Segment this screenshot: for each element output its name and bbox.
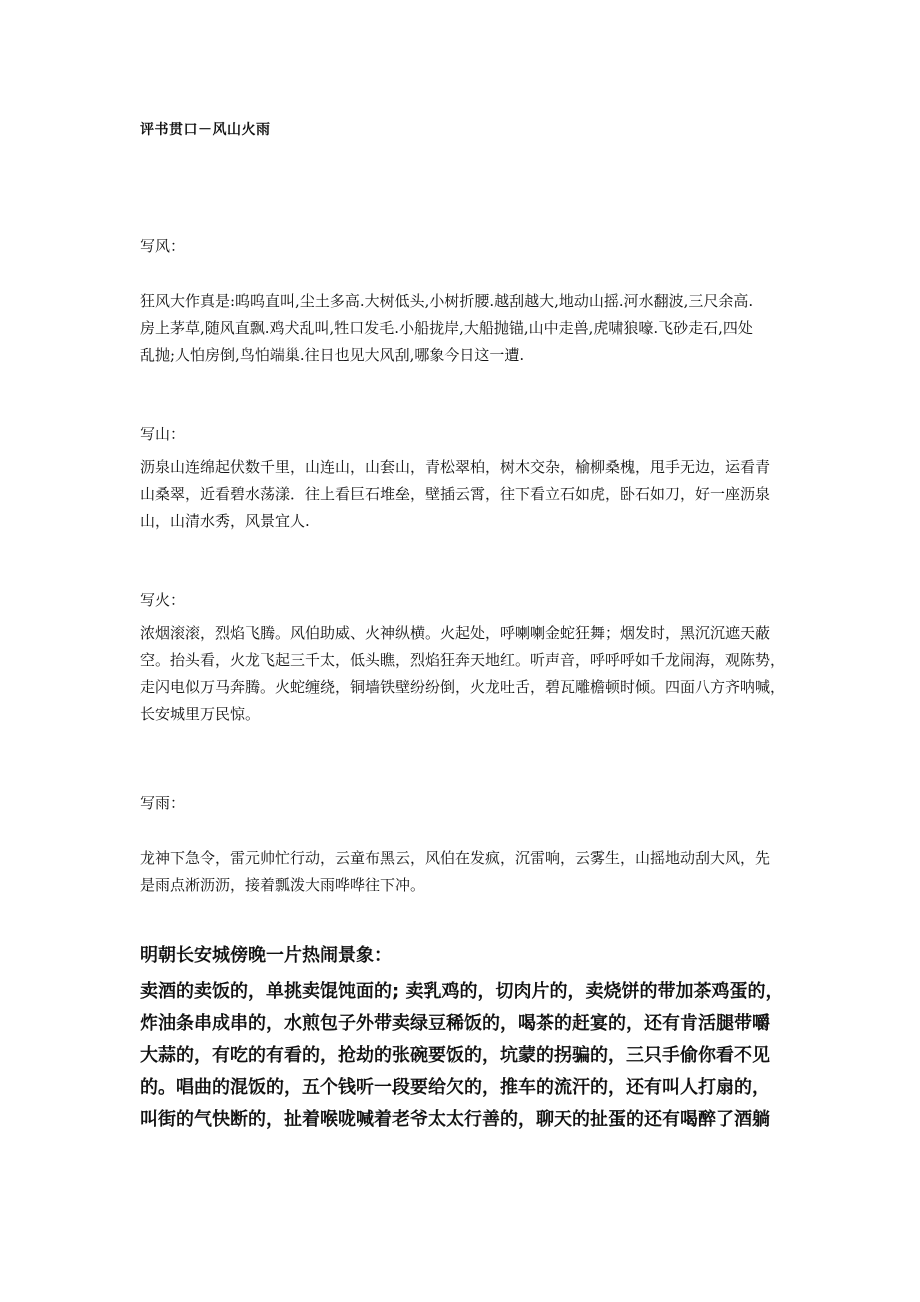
paragraph-line: 山桑翠，近看碧水荡漾．往上看巨石堆垒，壁插云霄，往下看立石如虎，卧石如刀，好一座沥泉 bbox=[140, 485, 771, 503]
paragraph-line: 长安城里万民惊。 bbox=[140, 705, 261, 723]
paragraph-line: 卖酒的卖饭的，单挑卖馄饨面的; 卖乳鸡的，切肉片的，卖烧饼的带加茶鸡蛋的， bbox=[140, 981, 784, 1002]
section-heading-wind: 写风： bbox=[140, 237, 186, 255]
section-heading-rain: 写雨： bbox=[140, 794, 186, 812]
paragraph-line: 叫街的气快断的，扯着喉咙喊着老爷太太行善的，聊天的扯蛋的还有喝醉了酒躺 bbox=[140, 1109, 770, 1130]
scene-heading: 明朝长安城傍晚一片热闹景象： bbox=[140, 945, 392, 966]
paragraph-line: 房上茅草,随风直飘.鸡犬乱叫,牲口发毛.小船拢岸,大船抛锚,山中走兽,虎啸狼嚎.飞砂走石,四处 bbox=[140, 319, 753, 337]
paragraph-line: 的。唱曲的混饭的，五个钱听一段要给欠的，推车的流汗的，还有叫人打扇的， bbox=[140, 1077, 770, 1098]
paragraph-line: 浓烟滚滚，烈焰飞腾。风伯助威、火神纵横。火起处，呼喇喇金蛇狂舞；烟发时，黑沉沉遮天蔽 bbox=[140, 624, 771, 642]
paragraph-line: 大蒜的，有吃的有看的，抢劫的张碗要饭的，坑蒙的拐骗的，三只手偷你看不见 bbox=[140, 1045, 770, 1066]
paragraph-line: 乱抛;人怕房倒,鸟怕端巢.往日也见大风刮,哪象今日这一遭. bbox=[140, 346, 525, 364]
section-heading-mountain: 写山： bbox=[140, 425, 186, 443]
section-heading-fire: 写火： bbox=[140, 591, 186, 609]
paragraph-line: 是雨点淅沥沥，接着瓢泼大雨哗哗往下冲。 bbox=[140, 876, 426, 894]
section-paragraph-mountain bbox=[140, 454, 800, 535]
paragraph-line: 走闪电似万马奔腾。火蛇缠绕，铜墙铁壁纷纷倒，火龙吐舌，碧瓦雕檐顿时倾。四面八方齐呐喊， bbox=[140, 678, 786, 696]
section-paragraph-wind bbox=[140, 288, 800, 369]
document-title: 评书贯口－风山火雨 bbox=[140, 122, 271, 138]
paragraph-line: 龙神下急令，雷元帅忙行动，云童布黑云，风伯在发疯，沉雷响，云雾生，山摇地动刮大风，先 bbox=[140, 849, 771, 867]
section-paragraph-fire bbox=[140, 620, 800, 728]
paragraph-line: 炸油条串成串的，水煎包子外带卖绿豆稀饭的，喝茶的赶宴的，还有肯活腿带嚼 bbox=[140, 1013, 770, 1034]
scene-paragraph bbox=[140, 976, 800, 1136]
section-paragraph-rain bbox=[140, 845, 800, 899]
paragraph-line: 空。抬头看，火龙飞起三千太，低头瞧，烈焰狂奔天地红。听声音，呼呼呼如千龙闹海，观陈势， bbox=[140, 651, 786, 669]
paragraph-line: 山，山清水秀，风景宜人. bbox=[140, 512, 310, 530]
paragraph-line: 沥泉山连绵起伏数千里，山连山，山套山，青松翠柏，树木交杂，榆柳桑槐，甩手无边，运看青 bbox=[140, 458, 771, 476]
paragraph-line: 狂风大作真是:呜呜直叫,尘土多高.大树低头,小树折腰.越刮越大,地动山摇.河水翻波,三尺余高. bbox=[140, 292, 754, 310]
